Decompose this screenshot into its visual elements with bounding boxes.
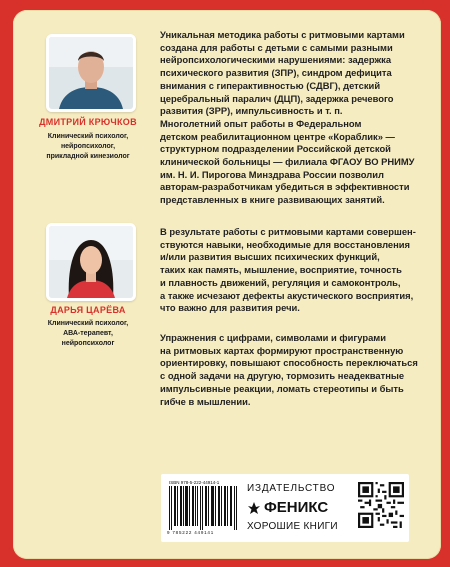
- text-line: на ритмовых картах формируют пространственную: [160, 344, 404, 356]
- text-line: психического развития (ЗПР), синдром дефицита: [160, 67, 392, 79]
- publisher-brand-name: ФЕНИКС: [264, 499, 329, 516]
- description-paragraph-2: [160, 226, 432, 315]
- text-line: В результате работы с ритмовыми картами совершен-: [160, 226, 416, 237]
- text-line: Уникальная методика работы с ритмовыми картами: [160, 29, 405, 40]
- text-line: Упражнения с цифрами, символами и фигурами: [160, 332, 386, 343]
- text-line: Многолетний опыт работы в Федеральном: [160, 117, 362, 129]
- text-line: развития (ЗРР), импульсивность и т. п.: [160, 105, 343, 117]
- text-line: таких как память, мышление, восприятие, точность: [160, 264, 402, 276]
- isbn-text: ISBN 978-5-222-44914-1: [169, 480, 220, 485]
- author-role: Клинический психолог,: [47, 133, 129, 140]
- text-line: ориентировку, повышают способность переключаться: [160, 357, 418, 369]
- text-line: структурном подразделении Российской детской: [160, 143, 391, 155]
- text-line: создана для работы с детьми с самыми разными: [160, 41, 393, 53]
- text-line: клинической больницы — филиала ФГАОУ ВО РНИМУ: [160, 156, 415, 168]
- publisher-slogan: ХОРОШИЕ КНИГИ: [247, 521, 338, 532]
- description-paragraph-3: [160, 332, 432, 408]
- author-photo-male: [46, 34, 136, 112]
- description-paragraph-1: [160, 29, 432, 207]
- author-name: ДАРЬЯ ЦАРЁВА: [50, 305, 126, 315]
- author-role: прикладной кинезиолог: [46, 153, 130, 160]
- text-line: ствуются навыки, необходимые для восстановления: [160, 238, 411, 250]
- publisher-brand: [247, 499, 328, 516]
- text-line: авторам-разработчикам убедиться в эффективности: [160, 181, 410, 193]
- text-line: представленных в книге развивающих занятий.: [160, 194, 385, 206]
- author-role: Клинический психолог,: [47, 320, 129, 327]
- author-photo-female: [46, 223, 136, 301]
- text-line: церебральный паралич (ДЦП), задержка речевого: [160, 92, 394, 104]
- text-line: а также исчезают дефекты акустического восприятия,: [160, 289, 414, 301]
- text-line: с одной задачи на другую, тормозить неадекватные: [160, 370, 405, 382]
- author-role: нейропсихолог,: [60, 143, 116, 150]
- phoenix-logo-icon: [247, 501, 261, 515]
- text-line: что важно для развития речи.: [160, 302, 300, 314]
- text-line: им. Н. И. Пирогова Минздрава России позволил: [160, 168, 384, 180]
- author-name: ДМИТРИЙ КРЮЧКОВ: [39, 117, 137, 127]
- text-line: импульсивные реакции, ломать стереотипы и быть: [160, 382, 404, 394]
- author-role: нейропсихолог: [61, 340, 115, 347]
- author-role: АВА-терапевт,: [63, 330, 113, 337]
- text-line: внимания с гиперактивностью (СДВГ), детский: [160, 79, 381, 91]
- text-line: и плавность движений, регуляция и самоконтроль,: [160, 276, 401, 288]
- text-line: гибче в мышлении.: [160, 395, 251, 407]
- publisher-barcode-box: [161, 474, 409, 542]
- author-roles: [21, 319, 155, 349]
- back-cover-panel: [13, 10, 441, 559]
- barcode-digits: 9 785222 449141: [167, 530, 215, 535]
- text-line: и/или развития высших психических функций,: [160, 251, 380, 263]
- publisher-label: ИЗДАТЕЛЬСТВО: [247, 483, 336, 494]
- qr-code: [358, 482, 404, 528]
- author-roles: [21, 132, 155, 162]
- barcode: [167, 486, 239, 530]
- text-line: детском реабилитационном центре «Кораблик» —: [160, 130, 395, 142]
- text-line: нейропсихологическими нарушениями: задержка: [160, 54, 392, 66]
